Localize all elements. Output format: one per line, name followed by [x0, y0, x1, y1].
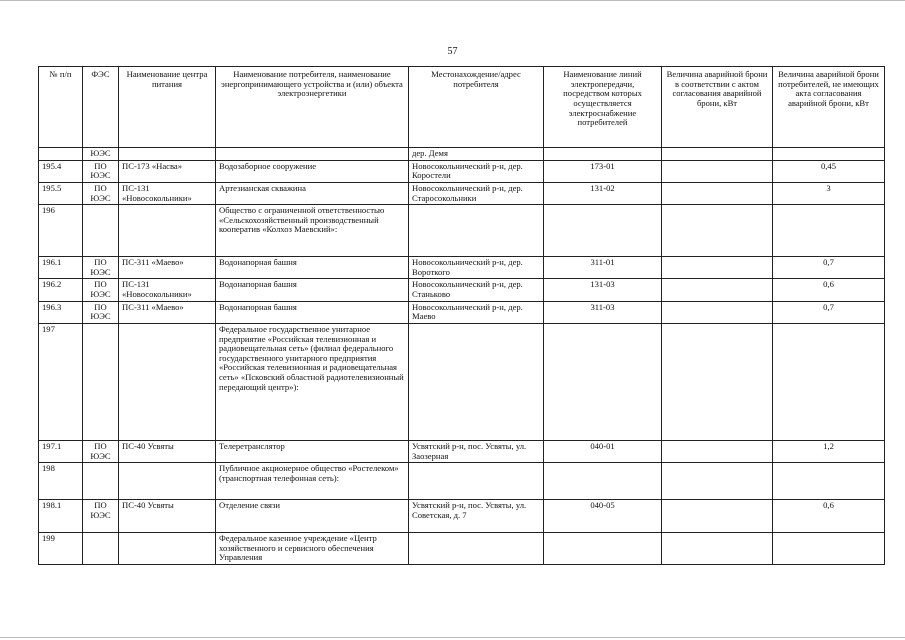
row-num: 196.1	[39, 257, 83, 279]
row-center: ПС-40 Усвяты	[119, 500, 216, 533]
row-fes: ПО ЮЭС	[83, 440, 119, 462]
table-row	[39, 205, 885, 257]
row-num: 195.5	[39, 182, 83, 204]
row-center	[119, 533, 216, 565]
header-with-act: Величина аварийной брони в соответствии с актом согласования аварийной брони, кВт	[662, 67, 773, 148]
top-scan-edge	[0, 0, 905, 1]
row-fes: ПО ЮЭС	[83, 182, 119, 204]
table-row	[39, 160, 885, 182]
row-center	[119, 205, 216, 257]
row-num: 198	[39, 463, 83, 500]
row-consumer	[216, 148, 409, 161]
row-location	[409, 463, 544, 500]
row-no-act	[773, 533, 885, 565]
row-consumer: Публичное акционерное общество «Ростелеком» (транспортная телефонная сеть):	[216, 463, 409, 500]
row-consumer: Артезианская скважина	[216, 182, 409, 204]
row-consumer: Отделение связи	[216, 500, 409, 533]
table-row	[39, 500, 885, 533]
table-body	[39, 148, 885, 565]
row-location: Новосокольнический р-н, дер. Вороткого	[409, 257, 544, 279]
row-location	[409, 533, 544, 565]
row-fes: ПО ЮЭС	[83, 500, 119, 533]
row-location: Усвятский р-н, пос. Усвяты, ул. Заозерная	[409, 440, 544, 462]
row-location: Новосокольнический р-н, дер. Маево	[409, 301, 544, 323]
row-consumer: Водонапорная башня	[216, 257, 409, 279]
row-consumer: Водонапорная башня	[216, 279, 409, 301]
row-with-act	[662, 500, 773, 533]
row-line: 311-03	[544, 301, 662, 323]
header-location: Местонахождение/адрес потребителя	[409, 67, 544, 148]
row-with-act	[662, 323, 773, 440]
row-location: Новосокольнический р-н, дер. Станьково	[409, 279, 544, 301]
row-consumer: Федеральное казенное учреждение «Центр хозяйственного и сервисного обеспечения Управления	[216, 533, 409, 565]
row-consumer: Телеретранслятор	[216, 440, 409, 462]
row-with-act	[662, 160, 773, 182]
header-row	[39, 67, 885, 148]
row-fes: ПО ЮЭС	[83, 160, 119, 182]
row-line	[544, 463, 662, 500]
row-with-act	[662, 205, 773, 257]
row-consumer: Водозаборное сооружение	[216, 160, 409, 182]
row-fes	[83, 205, 119, 257]
row-center: ПС-40 Усвяты	[119, 440, 216, 462]
row-with-act	[662, 463, 773, 500]
row-center: ПС-311 «Маево»	[119, 257, 216, 279]
row-with-act	[662, 257, 773, 279]
row-center	[119, 148, 216, 161]
row-fes: ПО ЮЭС	[83, 279, 119, 301]
row-num: 195.4	[39, 160, 83, 182]
table-row	[39, 182, 885, 204]
table-row	[39, 463, 885, 500]
row-num: 198.1	[39, 500, 83, 533]
row-consumer: Федеральное государственное унитарное предприятие «Российская телевизионная и радиовещательная сеть» (филиал федерального государственного унитарного предприятия «Российская телевизионная и радиовещательная сеть» «Псковский областной радиотелевизионный передающий центр»):	[216, 323, 409, 440]
row-num	[39, 148, 83, 161]
row-num: 197	[39, 323, 83, 440]
row-line: 131-03	[544, 279, 662, 301]
table-row	[39, 257, 885, 279]
row-location: Новосокольнический р-н, дер. Старосокольники	[409, 182, 544, 204]
table-row	[39, 440, 885, 462]
row-center	[119, 323, 216, 440]
row-line	[544, 205, 662, 257]
row-location: Новосокольнический р-н, дер. Коростели	[409, 160, 544, 182]
row-center: ПС-173 «Насва»	[119, 160, 216, 182]
row-line	[544, 148, 662, 161]
row-with-act	[662, 301, 773, 323]
row-num: 199	[39, 533, 83, 565]
row-center	[119, 463, 216, 500]
row-fes	[83, 463, 119, 500]
row-no-act	[773, 323, 885, 440]
row-no-act: 1,2	[773, 440, 885, 462]
bottom-scan-edge	[0, 637, 905, 638]
row-center: ПС-131 «Новосокольники»	[119, 279, 216, 301]
row-with-act	[662, 440, 773, 462]
reserve-table	[38, 66, 885, 565]
row-fes	[83, 533, 119, 565]
row-line	[544, 533, 662, 565]
row-no-act	[773, 463, 885, 500]
row-num: 196.2	[39, 279, 83, 301]
header-consumer: Наименование потребителя, наименование энергопринимающего устройства и (или) объекта электроэнергетики	[216, 67, 409, 148]
row-location: дер. Демя	[409, 148, 544, 161]
row-no-act: 0,6	[773, 279, 885, 301]
row-location: Усвятский р-н, пос. Усвяты, ул. Советская, д. 7	[409, 500, 544, 533]
row-line: 173-01	[544, 160, 662, 182]
row-no-act	[773, 205, 885, 257]
row-with-act	[662, 148, 773, 161]
row-num: 196	[39, 205, 83, 257]
table-row	[39, 323, 885, 440]
header-no-act: Величина аварийной брони потребителей, не имеющих акта согласования аварийной брони, кВт	[773, 67, 885, 148]
row-no-act	[773, 148, 885, 161]
row-line: 311-01	[544, 257, 662, 279]
row-no-act: 3	[773, 182, 885, 204]
row-num: 197.1	[39, 440, 83, 462]
row-location	[409, 205, 544, 257]
table-row	[39, 148, 885, 161]
row-line: 040-01	[544, 440, 662, 462]
header-center: Наименование центра питания	[119, 67, 216, 148]
row-consumer: Водонапорная башня	[216, 301, 409, 323]
row-center: ПС-131 «Новосокольники»	[119, 182, 216, 204]
row-with-act	[662, 533, 773, 565]
row-center: ПС-311 «Маево»	[119, 301, 216, 323]
table-row	[39, 301, 885, 323]
header-num: № п/п	[39, 67, 83, 148]
row-line: 040-05	[544, 500, 662, 533]
row-fes: ПО ЮЭС	[83, 301, 119, 323]
row-consumer: Общество с ограниченной ответственностью «Сельскохозяйственный производственный кооператив «Колхоз Маевский»:	[216, 205, 409, 257]
row-line	[544, 323, 662, 440]
row-no-act: 0,45	[773, 160, 885, 182]
page-number: 57	[447, 46, 458, 57]
row-line: 131-02	[544, 182, 662, 204]
row-with-act	[662, 182, 773, 204]
row-with-act	[662, 279, 773, 301]
header-fes: ФЭС	[83, 67, 119, 148]
row-fes	[83, 323, 119, 440]
row-location	[409, 323, 544, 440]
table-row	[39, 279, 885, 301]
row-num: 196.3	[39, 301, 83, 323]
row-no-act: 0,7	[773, 257, 885, 279]
row-no-act: 0,6	[773, 500, 885, 533]
row-fes: ПО ЮЭС	[83, 257, 119, 279]
table-row	[39, 533, 885, 565]
row-fes: ЮЭС	[83, 148, 119, 161]
header-lines: Наименование линий электропередачи, посредством которых осуществляется электроснабжение потребителей	[544, 67, 662, 148]
row-no-act: 0,7	[773, 301, 885, 323]
